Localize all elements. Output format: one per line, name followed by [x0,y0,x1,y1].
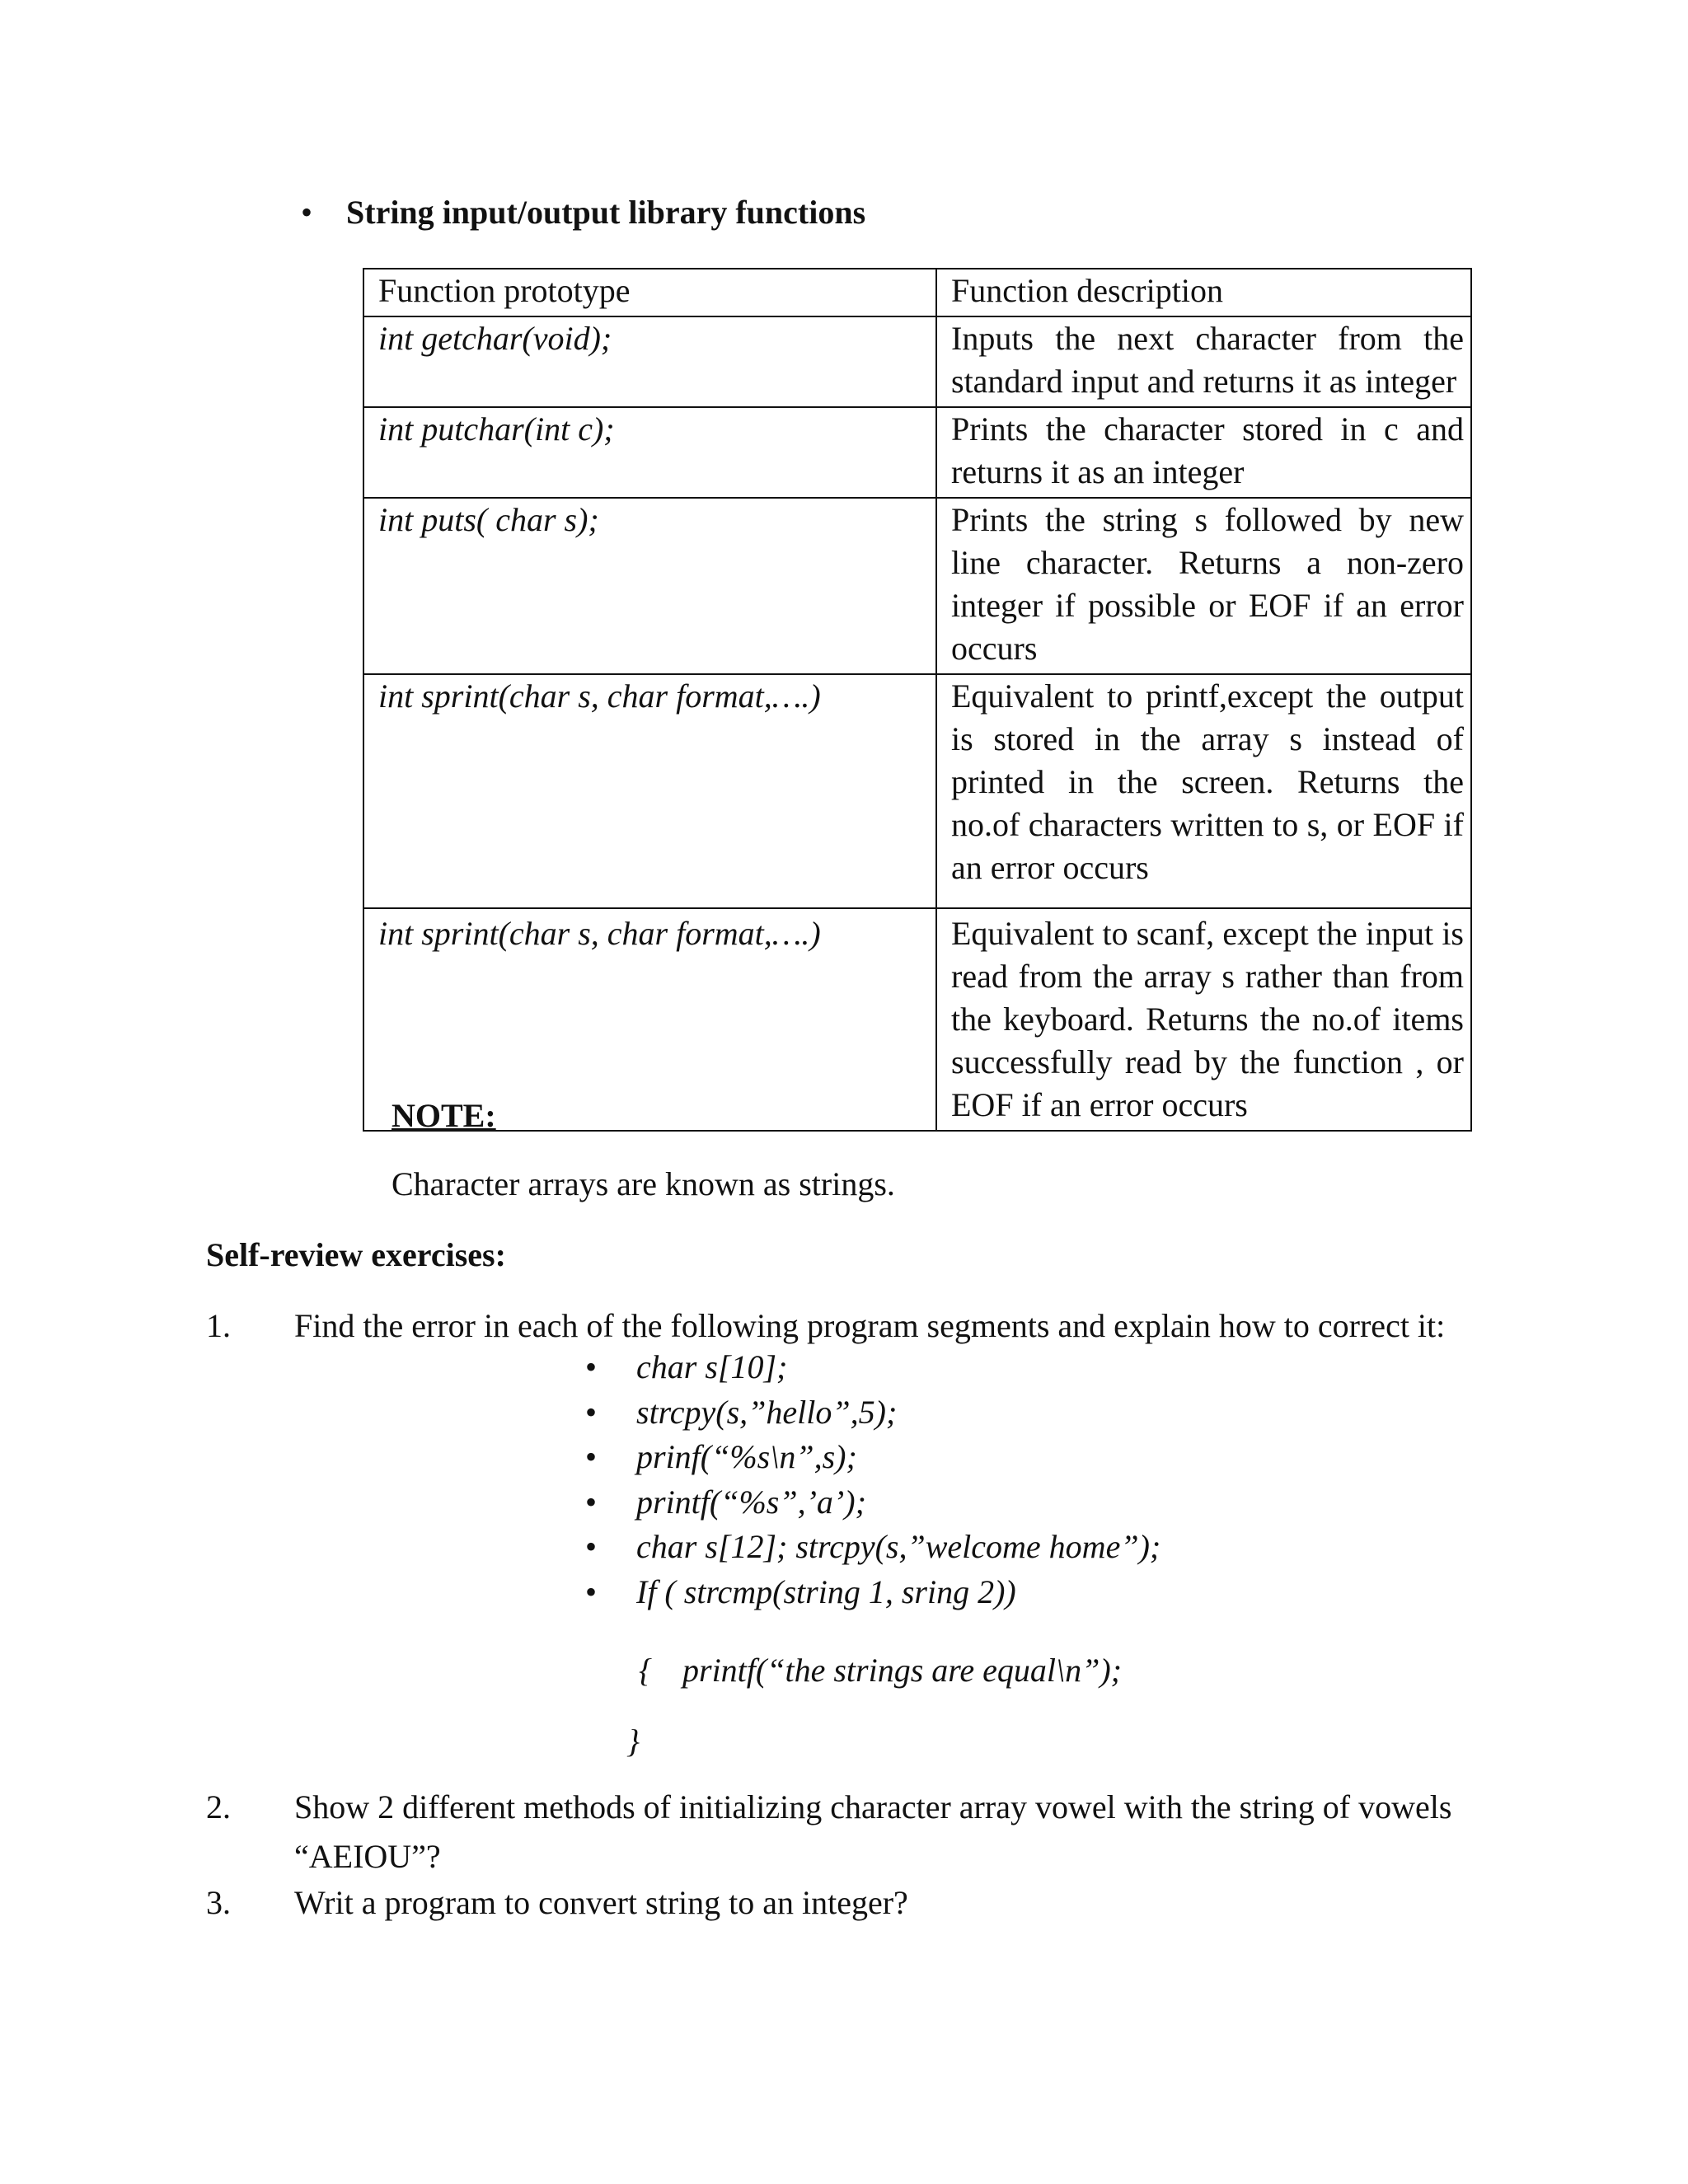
self-review-heading: Self-review exercises: [206,1236,506,1273]
exercise-text: Show 2 different methods of initializing character array vowel with the string of vowels [294,1788,1452,1825]
string-io-functions-table [363,268,1472,1132]
table-row [363,498,1471,674]
function-prototype-cell: int sprint(char s, char format,….) [363,908,936,1131]
table-header-row [363,269,1471,316]
bullet-glyph: • [301,194,313,231]
exercise-text: Find the error in each of the following program segments and explain how to correct it: [294,1307,1446,1344]
code-close-brace: } [626,1722,640,1760]
function-description-cell: Equivalent to printf,except the output is stored in the array s instead of printed in the screen. Returns the no.of characters written to s, or EOF if an error occurs [936,674,1471,908]
table-row [363,674,1471,908]
function-prototype-cell: int getchar(void); [363,316,936,407]
function-prototype-cell: int puts( char s); [363,498,936,674]
note-heading: NOTE: [392,1097,496,1134]
code-body-line: printf(“the strings are equal\n”); [682,1652,1122,1689]
code-segment-list [585,1346,1160,1615]
exercise-number: 3. [206,1884,231,1921]
function-prototype-cell: int sprint(char s, char format,….) [363,674,936,908]
function-prototype-cell: int putchar(int c); [363,407,936,498]
note-text: Character arrays are known as strings. [392,1165,895,1202]
table-row [363,407,1471,498]
code-segment-item: • char s[12]; strcpy(s,”welcome home”); [585,1526,1160,1571]
code-segment-item: • char s[10]; [585,1346,1160,1391]
header-prototype: Function prototype [363,269,936,316]
exercise-text-continued: “AEIOU”? [294,1838,441,1875]
code-open-brace: { [639,1652,652,1689]
function-description-cell: Prints the character stored in c and returns it as an integer [936,407,1471,498]
exercise-text: Writ a program to convert string to an integer? [294,1884,908,1921]
code-segment-item: • If ( strcmp(string 1, sring 2)) [585,1571,1160,1616]
code-segment-item: • prinf(“%s\n”,s); [585,1436,1160,1481]
exercise-number: 1. [206,1307,231,1344]
function-description-cell: Inputs the next character from the standard input and returns it as integer [936,316,1471,407]
function-description-cell: Equivalent to scanf, except the input is read from the array s rather than from the keyboard. Returns the no.of items successfully read by the function , or EOF if an error occurs [936,908,1471,1131]
exercise-number: 2. [206,1788,231,1825]
header-description: Function description [936,269,1471,316]
table-row [363,908,1471,1131]
function-description-cell: Prints the string s followed by new line character. Returns a non-zero integer if possible or EOF if an error occurs [936,498,1471,674]
section-title: String input/output library functions [346,194,866,231]
code-segment-item: • printf(“%s”,’a’); [585,1481,1160,1526]
table-row [363,316,1471,407]
section-heading [301,191,866,234]
code-segment-item: • strcpy(s,”hello”,5); [585,1391,1160,1436]
